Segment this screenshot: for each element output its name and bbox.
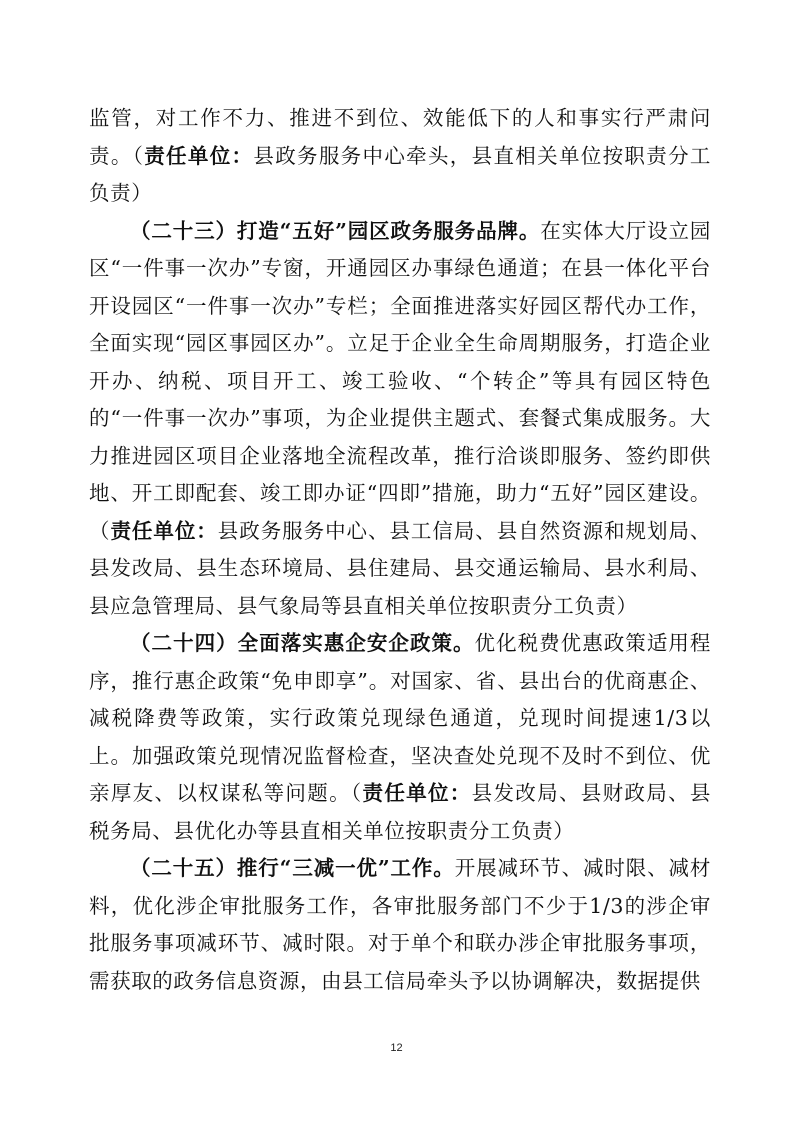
text-run: 县政务服务中心牵头，县直相关单位按职责分工负责） (89, 143, 711, 205)
responsible-unit-label: 责任单位： (110, 518, 218, 543)
page-number: 12 (390, 1042, 403, 1054)
body-text (89, 100, 711, 1000)
paragraph-23-park-service-brand (89, 213, 711, 626)
paragraph-25-three-reductions (89, 850, 711, 1000)
section-heading: （二十五）推行“三减一优”工作。 (130, 856, 455, 880)
text-run: 开展减环节、减时限、减材料，优化涉企审批服务工作，各审批服务部门不少于1/3的涉企审批服务事项减环节、减时限。对于单个和联办涉企审批服务事项，需获取的政务信息资源，由县工信局牵头予以协调解决，数据提供 (89, 856, 712, 993)
text-run: 在实体大厅设立园区“一件事一次办”专窗，开通园区办事绿色通道；在县一体化平台开设园区“一件事一次办”专栏；全面推进落实好园区帮代办工作，全面实现“园区事园区办”。立足于企业全生命周期服务，打造企业开办、纳税、项目开工、竣工验收、“个转企”等具有园区特色的“一件事一次办”事项，为企业提供主题式、套餐式集成服务。大力推进园区项目企业落地全流程改革，推行洽谈即服务、签约即供地、开工即配套、竣工即办证“四即”措施，助力“五好”园区建设。（ (89, 218, 711, 543)
section-heading: （二十四）全面落实惠企安企政策。 (130, 631, 475, 655)
text-run: 优化税费优惠政策适用程序，推行惠企政策“免申即享”。对国家、省、县出台的优商惠企、减税降费等政策，实行政策兑现绿色通道，兑现时间提速1/3以上。加强政策兑现情况监督检查，坚决查处兑现不及时不到位、优亲厚友、以权谋私等问题。（ (89, 631, 711, 805)
responsible-unit-label: 责任单位： (362, 781, 472, 805)
section-heading: （二十三）打造“五好”园区政务服务品牌。 (130, 218, 541, 243)
text-run: 县发改局、县财政局、县税务局、县优化办等县直相关单位按职责分工负责） (89, 781, 712, 843)
responsible-unit-label: 责任单位： (144, 143, 254, 168)
paragraph-24-enterprise-policies (89, 625, 711, 850)
text-run: 监管，对工作不力、推进不到位、效能低下的人和事实行严肃问责。（ (89, 106, 711, 168)
text-run: 县政务服务中心、县工信局、县自然资源和规划局、县发改局、县生态环境局、县住建局、县交通运输局、县水利局、县应急管理局、县气象局等县直相关单位按职责分工负责） (89, 518, 711, 618)
paragraph-accountability-continuation (89, 100, 711, 213)
